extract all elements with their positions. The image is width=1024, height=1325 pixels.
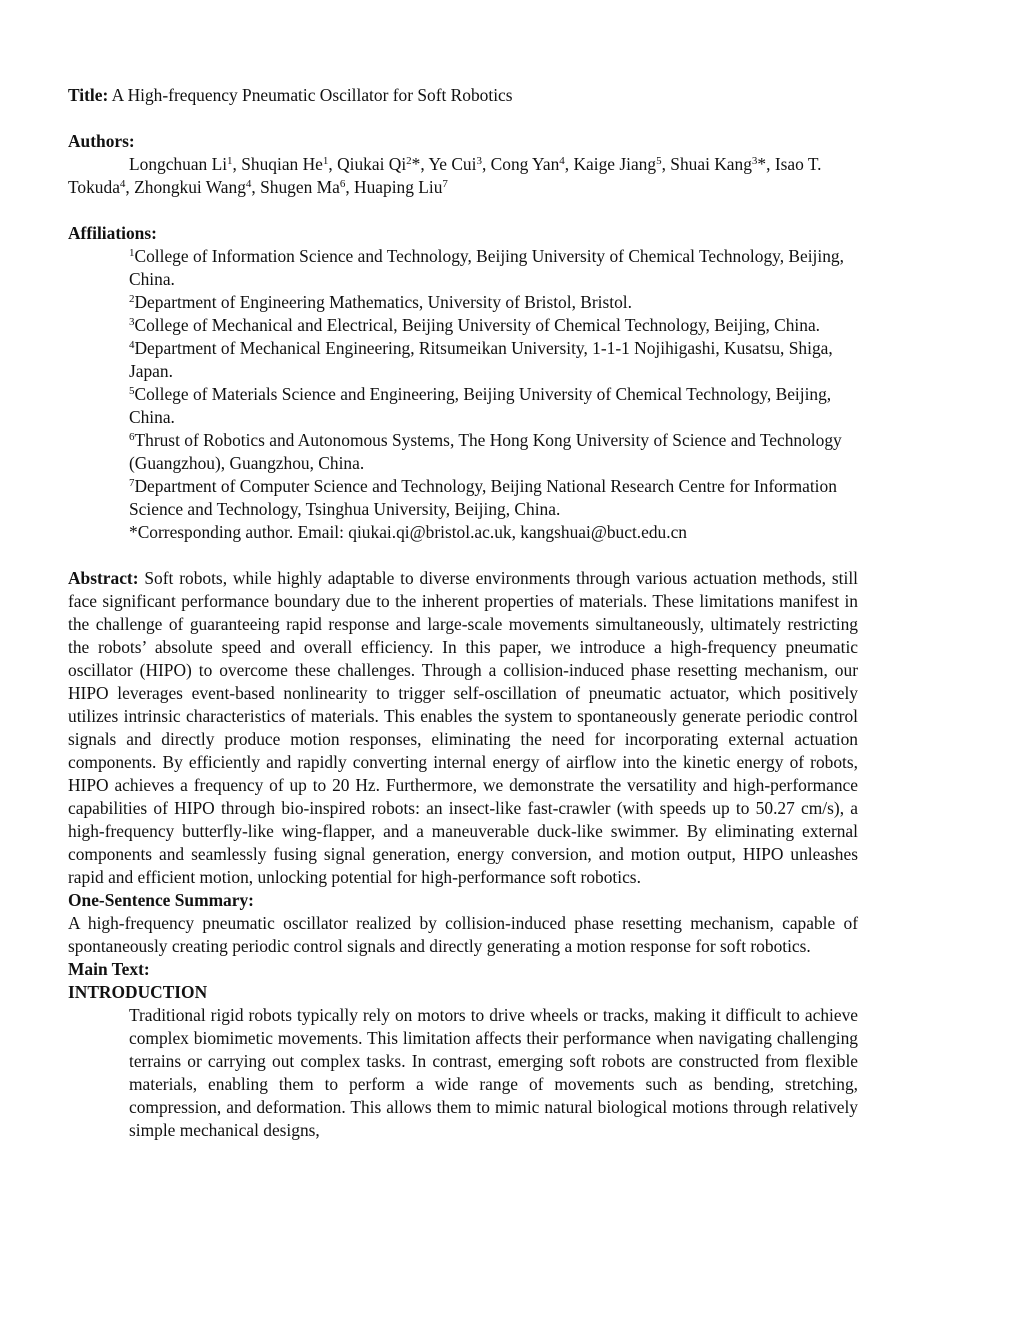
author-separator: ,	[564, 154, 574, 174]
affiliation-item	[129, 429, 858, 475]
corresponding-author: *Corresponding author. Email: qiukai.qi@bristol.ac.uk, kangshuai@buct.edu.cn	[129, 522, 687, 542]
affiliation-number: 1	[129, 247, 135, 259]
author-affiliation-marker: 4	[245, 178, 252, 190]
affiliation-number: 7	[129, 477, 135, 489]
main-text-label: Main Text:	[68, 959, 150, 979]
introduction-paragraph: Traditional rigid robots typically rely on motors to drive wheels or tracks, making it difficult to achieve complex biomimetic movements. This limitation affects their performance when navigating challenging terrains or carrying out complex tasks. In contrast, emerging soft robots are constructed from flexible materials, enabling them to perform a wide range of movements such as bending, stretching, compression, and deformation. This allows them to mimic natural biological motions through relatively simple mechanical designs,	[129, 1005, 858, 1140]
author-affiliation-marker: 3	[476, 155, 482, 167]
author-name: Shugen Ma	[260, 177, 340, 197]
author-name: Cong Yan	[490, 154, 560, 174]
author-name: Isao T. Tokuda	[68, 154, 822, 197]
author-name: Kaige Jiang	[573, 154, 657, 174]
author-entry	[129, 154, 241, 174]
author-separator: ,	[345, 177, 355, 197]
author-separator: ,	[481, 154, 491, 174]
author-entry	[241, 154, 337, 174]
paper-page	[68, 84, 858, 1142]
author-affiliation-marker: 1	[322, 155, 329, 167]
author-separator: ,	[232, 154, 242, 174]
abstract-label: Abstract:	[68, 568, 139, 588]
author-name: Zhongkui Wang	[134, 177, 246, 197]
paper-title: A High-frequency Pneumatic Oscillator for Soft Robotics	[111, 85, 513, 105]
author-affiliation-marker: 3	[751, 155, 758, 167]
author-name: Qiukai Qi	[337, 154, 407, 174]
abstract-text: Soft robots, while highly adaptable to diverse environments through various actuation methods, still face significant performance boundary due to the inherent properties of materials. These limitations manifest in the challenge of guaranteeing rapid response and large-scale movements simultaneously, ultimately restricting the robots’ absolute speed and overall efficiency. In this paper, we introduce a high-frequency pneumatic oscillator (HIPO) to overcome these challenges. Through a collision-induced phase resetting mechanism, our HIPO leverages event-based nonlinearity to trigger self-oscillation of pneumatic actuator, which positively utilizes intrinsic characteristics of materials. This enables the system to spontaneously generate periodic control signals and directly produce motion responses, eliminating the need for incorporating external actuation components. By efficiently and rapidly converting internal energy of airflow into the kinetic energy of robots, HIPO achieves a frequency of up to 20 Hz. Furthermore, we demonstrate the versatility and high-performance capabilities of HIPO through bio-inspired robots: an insect-like fast-crawler (with speeds up to 50.27 cm/s), a high-frequency butterfly-like wing-flapper, and a maneuverable duck-like swimmer. By eliminating external components and seamlessly fusing signal generation, energy conversion, and motion output, HIPO unleashes rapid and efficient motion, unlocking potential for high-performance soft robotics.	[68, 568, 858, 887]
author-entry	[573, 154, 670, 174]
author-affiliation-marker: 6	[339, 178, 346, 190]
affiliation-item	[129, 383, 858, 429]
author-entry	[260, 177, 354, 197]
affiliation-number: 4	[129, 339, 135, 351]
author-affiliation-marker: 7	[442, 178, 448, 190]
affiliation-text: Department of Engineering Mathematics, University of Bristol, Bristol.	[134, 292, 632, 312]
affiliation-number: 2	[129, 293, 135, 305]
author-name: Shuqian He	[241, 154, 323, 174]
author-name: Ye Cui	[428, 154, 477, 174]
affiliation-text: College of Materials Science and Engineering, Beijing University of Chemical Technology, Beijing, China.	[129, 384, 832, 427]
author-separator: ,	[328, 154, 338, 174]
affiliation-item	[129, 291, 858, 314]
author-entry	[134, 177, 260, 197]
corresponding-marker: *	[411, 154, 421, 174]
author-affiliation-marker: 4	[119, 178, 126, 190]
author-affiliation-marker: 4	[559, 155, 565, 167]
affiliation-number: 3	[129, 316, 135, 328]
affiliation-item	[129, 475, 858, 521]
author-separator: ,	[125, 177, 135, 197]
author-entry	[354, 177, 448, 197]
summary-text: A high-frequency pneumatic oscillator realized by collision-induced phase resetting mechanism, capable of spontaneously creating periodic control signals and directly generating a motion response for soft robotics.	[68, 913, 858, 956]
affiliation-text: College of Mechanical and Electrical, Beijing University of Chemical Technology, Beijing, China.	[134, 315, 821, 335]
affiliation-item	[129, 245, 858, 291]
author-affiliation-marker: 2	[406, 155, 412, 167]
affiliation-number: 6	[129, 431, 135, 443]
authors-label: Authors:	[68, 131, 135, 151]
author-separator: ,	[420, 154, 429, 174]
author-separator: ,	[661, 154, 671, 174]
abstract	[68, 567, 858, 889]
affiliation-list	[129, 245, 858, 521]
author-name: Huaping Liu	[354, 177, 443, 197]
affiliation-text: Department of Mechanical Engineering, Ritsumeikan University, 1-1-1 Nojihigashi, Kusatsu, Shiga, Japan.	[129, 338, 833, 381]
author-list	[68, 153, 858, 199]
author-entry	[491, 154, 574, 174]
affiliation-item	[129, 337, 858, 383]
affiliation-text: Thrust of Robotics and Autonomous Systems, The Hong Kong University of Science and Technology (Guangzhou), Guangzhou, China.	[129, 430, 842, 473]
title-label: Title:	[68, 85, 109, 105]
author-name: Longchuan Li	[129, 154, 228, 174]
author-name: Shuai Kang	[670, 154, 752, 174]
affiliations-label: Affiliations:	[68, 223, 157, 243]
author-entry	[670, 154, 775, 174]
section-heading-introduction: INTRODUCTION	[68, 982, 208, 1002]
affiliation-text: Department of Computer Science and Technology, Beijing National Research Centre for Information Science and Technology, Tsinghua University, Beijing, China.	[129, 476, 837, 519]
author-affiliation-marker: 5	[656, 155, 662, 167]
affiliation-number: 5	[129, 385, 135, 397]
title-line	[68, 84, 858, 107]
author-separator: ,	[766, 154, 775, 174]
affiliation-text: College of Information Science and Technology, Beijing University of Chemical Technology, Beijing, China.	[129, 246, 844, 289]
affiliation-item	[129, 314, 858, 337]
author-affiliation-marker: 1	[227, 155, 233, 167]
summary-label: One-Sentence Summary:	[68, 890, 254, 910]
author-entry	[428, 154, 490, 174]
corresponding-marker: *	[757, 154, 767, 174]
author-separator: ,	[251, 177, 261, 197]
author-entry	[337, 154, 428, 174]
